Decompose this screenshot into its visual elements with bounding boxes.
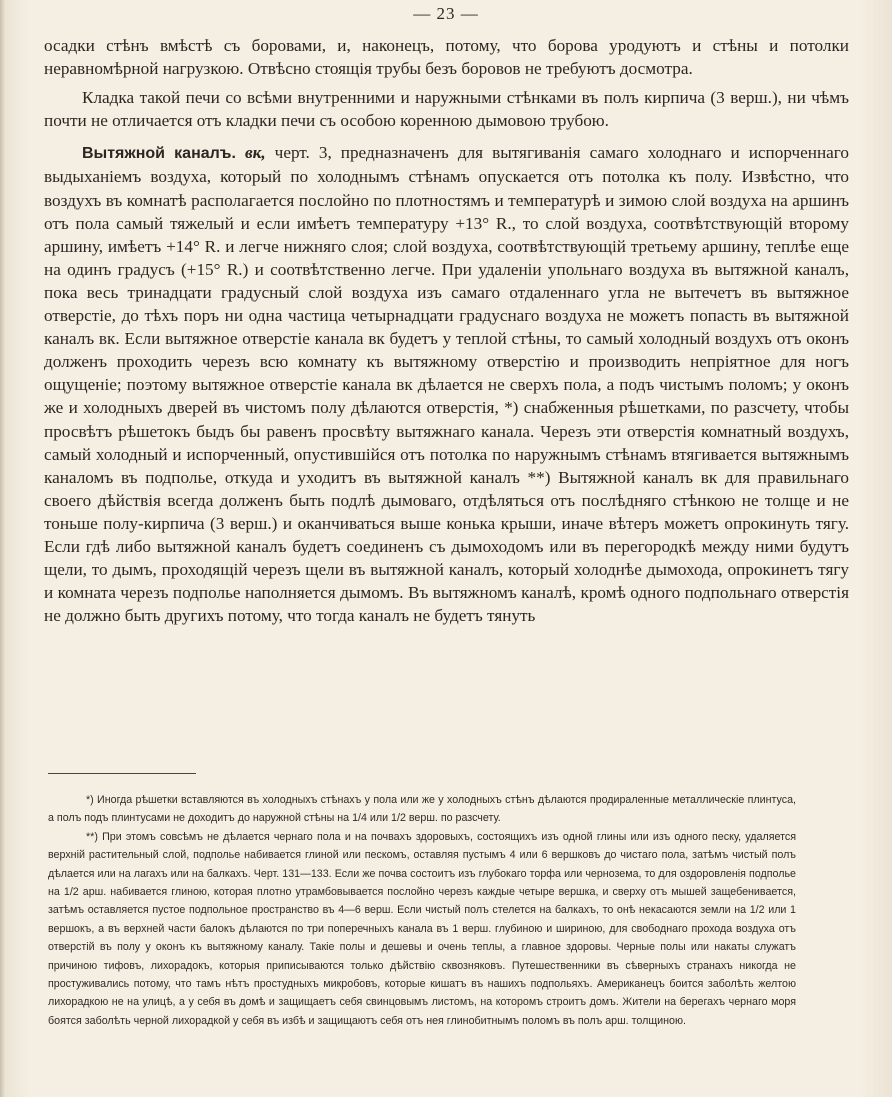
- footnotes: [48, 791, 796, 1030]
- footnote-divider: [48, 773, 196, 774]
- paragraph-1: осадки стѣнъ вмѣстѣ съ боровами, и, наконецъ, потому, что борова уродуютъ и стѣны и потолки неравномѣрной нагрузкою. Отвѣсно стоящія трубы безъ боровов не требуютъ досмотра.: [44, 36, 849, 79]
- page-number: — 23 —: [413, 4, 479, 23]
- figure-reference: вк,: [244, 143, 266, 163]
- main-text: [44, 34, 849, 627]
- section-heading: Вытяжной каналъ.: [82, 145, 236, 163]
- paragraph-3: [44, 141, 849, 627]
- paragraph-2: Кладка такой печи со всѣми внутренними и наружными стѣнками въ полъ кирпича (3 верш.), ни чѣмъ почти не отличается отъ кладки печи съ особою коренною дымовою трубою.: [44, 88, 849, 131]
- paragraph-3-body: черт. 3, предназначенъ для вытягиванія самаго холоднаго и испорченнаго выдыханіемъ воздуха, который по холоднымъ стѣнамъ опускается отъ потолка къ полу. Извѣстно, что воздухъ въ комнатѣ располагается послойно по плотностямъ и температурѣ и зимою слой воздуха на аршинъ отъ пола самый тяжелый и если имѣетъ температуру +13° R., то слой воздуха, соотвѣтствующій второму аршину, имѣетъ +14° R. и легче нижняго слоя; слой воздуха, соотвѣтствующій третьему аршину, теплѣе еще на одинъ градусъ (+15° R.) и соотвѣтственно легче. При удаленіи упольнаго воздуха въ вытяжной каналъ, пока весь тринадцати градусный слой воздуха изъ самаго отдаленнаго угла не вытечетъ въ вытяжное отверстіе, до тѣхъ поръ ни одна частица четырнадцати градуснаго воздуха не можетъ попасть въ вытяжной каналъ вк. Если вытяжное отверстіе канала вк будетъ у теплой стѣны, то самый холодный воздухъ отъ оконъ долженъ проходить черезъ всю комнату къ вытяжному отверстію и производить непріятное для ногъ ощущеніе; поэтому вытяжное отверстіе канала вк дѣлается не сверхъ пола, а подъ чистымъ поломъ; у оконъ же и холодныхъ дверей въ чистомъ полу дѣлаются отверстія, *) снабженныя рѣшетками, по разсчету, чтобы просвѣтъ рѣшетокъ быдъ бы равенъ просвѣту вытяжнаго канала. Черезъ эти отверстія комнатный воздухъ, самый холодный и испорченный, опустившійся отъ потолка по наружнымъ стѣнамъ втягивается вытяжнымъ каналомъ въ подполье, откуда и уходитъ въ вытяжной каналъ **) Вытяжной каналъ вк для правильнаго своего дѣйствія всегда долженъ быть подлѣ дымоваго, отдѣляться отъ послѣдняго стѣнкою не толще и не тоньше полу-кирпича (3 верш.) и оканчиваться выше конька крыши, иначе вѣтеръ можетъ опрокинуть тягу. Если гдѣ либо вытяжной каналъ будетъ соединенъ съ дымоходомъ или въ перегородкѣ между ними будутъ щели, то дымъ, проходящій черезъ щели въ вытяжной каналъ, который холоднѣе дымохода, опрокинетъ тягу и комната черезъ подполье наполняется дымомъ. Въ вытяжномъ каналѣ, кромѣ одного подпольнаго отверстія не должно быть другихъ потому, что тогда каналъ не будетъ тянуть: [44, 143, 850, 626]
- footnote-2: **) При этомъ совсѣмъ не дѣлается чернаго пола и на почвахъ здоровыхъ, состоящихъ изъ одной глины или изъ одного песку, удаляется верхній растительный слой, подполье набивается глиной или пескомъ, оставляя пустымъ 4 или 6 вершковъ до чистаго пола, затѣмъ чистый полъ дѣлается или на лагахъ или на балкахъ. Черт. 131—133. Если же почва состоитъ изъ глубокаго торфа или чернозема, то для оздоровленія подполье на 1/2 арш. набивается глиною, которая плотно утрамбовывается послойно черезъ каждые четыре вершка, и сверху отъ мышей защебениваетcя, затѣмъ оставляется пустое подпольное пространство въ 4—6 верш. Если чистый полъ стелется на балкахъ, то онѣ некасаются земли на 1/2 или 1 вершокъ, а въ верхней части балокъ дѣлаются по три поперечныхъ канала въ 1 верш. глубиною и шириною, для свободнаго прохода воздуха отъ отверстій въ полу у оконъ къ вытяжному каналу. Такіе полы и дешевы и очень теплы, а главное здоровы. Черные полы или накаты служатъ причиною тифовъ, лихорадокъ, которыя приписываются только дѣйствію сквозняковъ. Путешественники въ сѣверныхъ странахъ никогда не простуживались потому, что тамъ нѣтъ простудныхъ микробовъ, которые кишатъ въ нашихъ подпольяхъ. Американецъ боится заболѣть желтою лихорадкою не на улицѣ, а у себя въ домѣ и защищаетъ себя свинцовымъ листомъ, на которомъ строитъ домъ. Жители на берегахъ чернаго моря боятся заболѣть черной лихорадкой у себя въ избѣ и защищаютъ себя отъ нея глинобитнымъ поломъ въ полъ арш. толщиною.: [48, 830, 796, 1027]
- page-spine-shadow: [0, 0, 6, 1097]
- footnote-1: *) Иногда рѣшетки вставляются въ холодныхъ стѣнахъ у пола или же у холодныхъ стѣнъ дѣлаются продираленные металлическіе плинтуса, а полъ подъ плинтусами не доходитъ до наружной стѣны на 1/4 или 1/2 верш. по разсчету.: [48, 794, 796, 825]
